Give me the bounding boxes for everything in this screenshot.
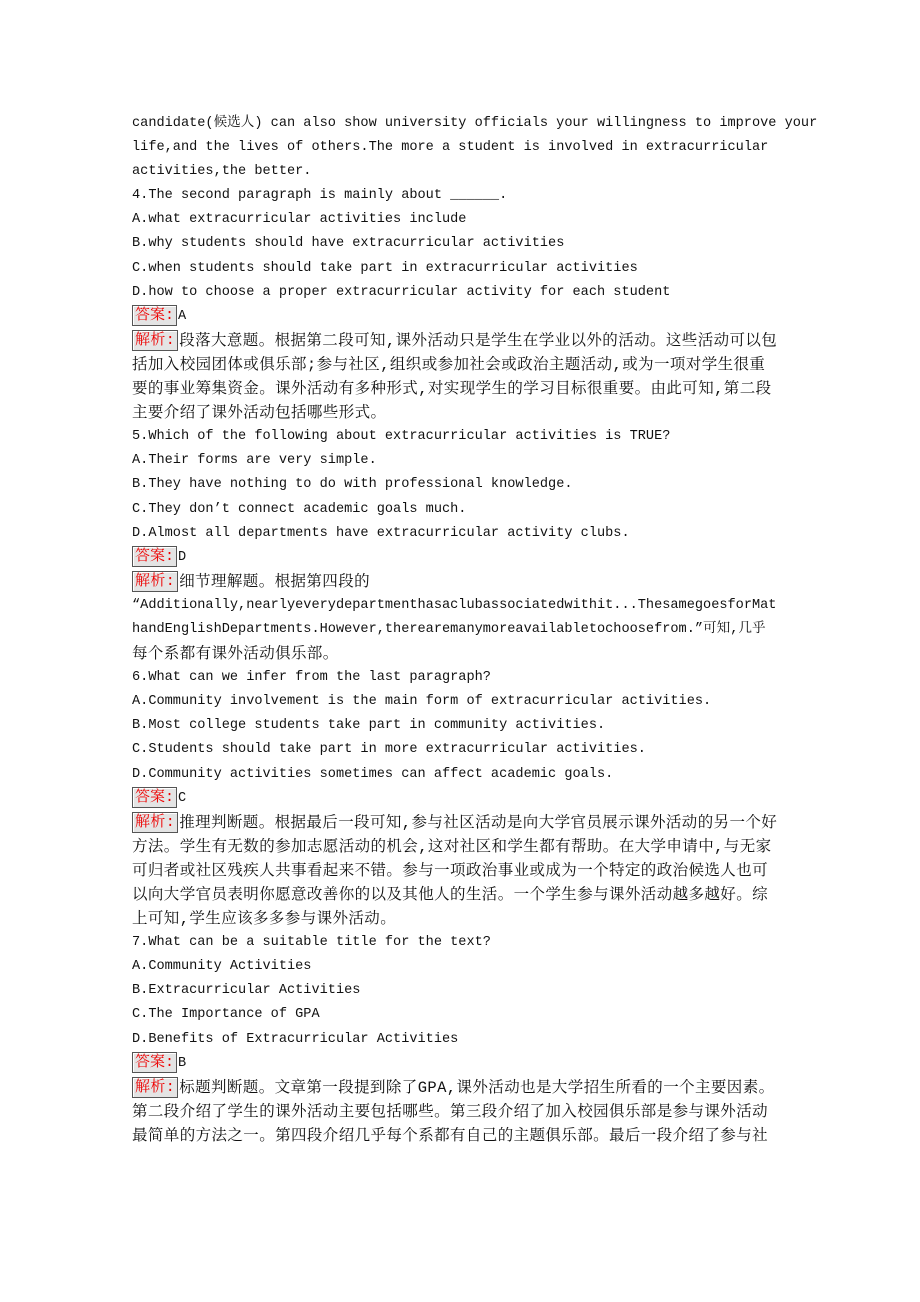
text-line [132, 473, 832, 497]
answer-line [132, 305, 832, 329]
answer-line [132, 546, 832, 570]
line-text: 细节理解题。根据第四段的 [179, 572, 371, 591]
line-text: 括加入校园团体或俱乐部;参与社区,组织或参加社会或政治主题活动,或为一项对学生很重 [132, 355, 766, 374]
line-text: 6.What can we infer from the last paragraph? [132, 670, 491, 686]
line-text: 要的事业筹集资金。课外活动有多种形式,对实现学生的学习目标很重要。由此可知,第二段 [132, 380, 772, 399]
text-line [132, 714, 832, 738]
line-text: D.how to choose a proper extracurricular activity for each student [132, 284, 671, 300]
line-text: 可归者或社区残疾人共事看起来不错。参与一项政治事业或成为一个特定的政治候选人也可 [132, 861, 769, 880]
line-text: D.Benefits of Extracurricular Activities [132, 1031, 459, 1047]
line-text: C.The Importance of GPA [132, 1007, 320, 1023]
line-text: “Additionally,nearlyeverydepartmenthasaclubassociatedwithit...ThesamegoesforMat [132, 597, 777, 613]
text-line [132, 281, 832, 305]
text-line [132, 907, 832, 931]
document-body [132, 112, 832, 1148]
line-text: C [178, 790, 187, 806]
answer-label: 答案: [132, 546, 177, 567]
text-line [132, 1124, 832, 1148]
line-text: C.They don’t connect academic goals much. [132, 501, 467, 517]
line-text: A.Their forms are very simple. [132, 453, 377, 469]
text-line [132, 1028, 832, 1052]
analysis-label: 解析: [132, 1077, 178, 1098]
line-text: 上可知,学生应该多多参与课外活动。 [132, 910, 397, 929]
text-line [132, 618, 832, 642]
answer-label: 答案: [132, 787, 177, 808]
text-line [132, 1100, 832, 1124]
text-line [132, 377, 832, 401]
line-text: 每个系都有课外活动俱乐部。 [132, 645, 339, 664]
line-text: 方法。学生有无数的参加志愿活动的机会,这对社区和学生都有帮助。在大学申请中,与无家 [132, 837, 772, 856]
text-line [132, 136, 832, 160]
analysis-label: 解析: [132, 812, 178, 833]
line-text: candidate(候选人) can also show university officials your willingness to improve your [132, 116, 818, 131]
line-text: 推理判断题。根据最后一段可知,参与社区活动是向大学官员展示课外活动的另一个好 [179, 813, 778, 832]
analysis-line [132, 1076, 832, 1100]
text-line [132, 257, 832, 281]
analysis-label: 解析: [132, 330, 178, 351]
line-text: D [178, 549, 187, 565]
line-text: 5.Which of the following about extracurricular activities is TRUE? [132, 429, 671, 445]
text-line [132, 1003, 832, 1027]
text-line [132, 498, 832, 522]
line-text: 第二段介绍了学生的课外活动主要包括哪些。第三段介绍了加入校园俱乐部是参与课外活动 [132, 1102, 769, 1121]
line-text: C.when students should take part in extracurricular activities [132, 260, 638, 276]
analysis-line [132, 570, 832, 594]
line-text: 最简单的方法之一。第四段介绍几乎每个系都有自己的主题俱乐部。最后一段介绍了参与社 [132, 1126, 769, 1145]
text-line [132, 112, 832, 136]
analysis-label: 解析: [132, 571, 178, 592]
text-line [132, 835, 832, 859]
text-line [132, 160, 832, 184]
answer-line [132, 787, 832, 811]
answer-label: 答案: [132, 1052, 177, 1073]
text-line [132, 232, 832, 256]
text-line [132, 208, 832, 232]
text-line [132, 425, 832, 449]
line-text: 以向大学官员表明你愿意改善你的以及其他人的生活。一个学生参与课外活动越多越好。综 [132, 886, 769, 904]
text-line [132, 955, 832, 979]
line-text: 7.What can be a suitable title for the text? [132, 935, 491, 951]
line-text: 4.The second paragraph is mainly about ______. [132, 188, 508, 204]
line-text: B.Extracurricular Activities [132, 983, 361, 999]
line-text: A [178, 308, 187, 324]
text-line [132, 522, 832, 546]
line-text: A.Community involvement is the main form of extracurricular activities. [132, 694, 712, 710]
line-text: 主要介绍了课外活动包括哪些形式。 [132, 404, 387, 423]
text-line [132, 184, 832, 208]
text-line [132, 594, 832, 618]
text-line [132, 666, 832, 690]
line-text: D.Community activities sometimes can affect academic goals. [132, 766, 614, 782]
analysis-line [132, 329, 832, 353]
line-text: B [178, 1055, 187, 1071]
line-text: life,and the lives of others.The more a student is involved in extracurricular [132, 140, 769, 156]
line-text: D.Almost all departments have extracurricular activity clubs. [132, 525, 630, 541]
line-text: B.They have nothing to do with professional knowledge. [132, 477, 573, 493]
answer-line [132, 1052, 832, 1076]
text-line [132, 401, 832, 425]
line-text: activities,the better. [132, 164, 312, 180]
text-line [132, 690, 832, 714]
text-line [132, 859, 832, 883]
text-line [132, 449, 832, 473]
text-line [132, 353, 832, 377]
line-text: B.Most college students take part in community activities. [132, 718, 606, 734]
line-text: A.what extracurricular activities include [132, 212, 467, 228]
text-line [132, 883, 832, 907]
line-text: A.Community Activities [132, 959, 312, 975]
text-line [132, 763, 832, 787]
answer-label: 答案: [132, 305, 177, 326]
line-text: C.Students should take part in more extracurricular activities. [132, 742, 646, 758]
line-text: handEnglishDepartments.However,therearemanymoreavailabletochoosefrom.”可知,几乎 [132, 621, 766, 637]
text-line [132, 931, 832, 955]
line-text: 段落大意题。根据第二段可知,课外活动只是学生在学业以外的活动。这些活动可以包 [179, 331, 778, 350]
analysis-line [132, 811, 832, 835]
line-text: 标题判断题。文章第一段提到除了GPA,课外活动也是大学招生所看的一个主要因素。 [179, 1078, 775, 1097]
text-line [132, 979, 832, 1003]
text-line [132, 642, 832, 666]
line-text: B.why students should have extracurricular activities [132, 236, 565, 252]
text-line [132, 738, 832, 762]
